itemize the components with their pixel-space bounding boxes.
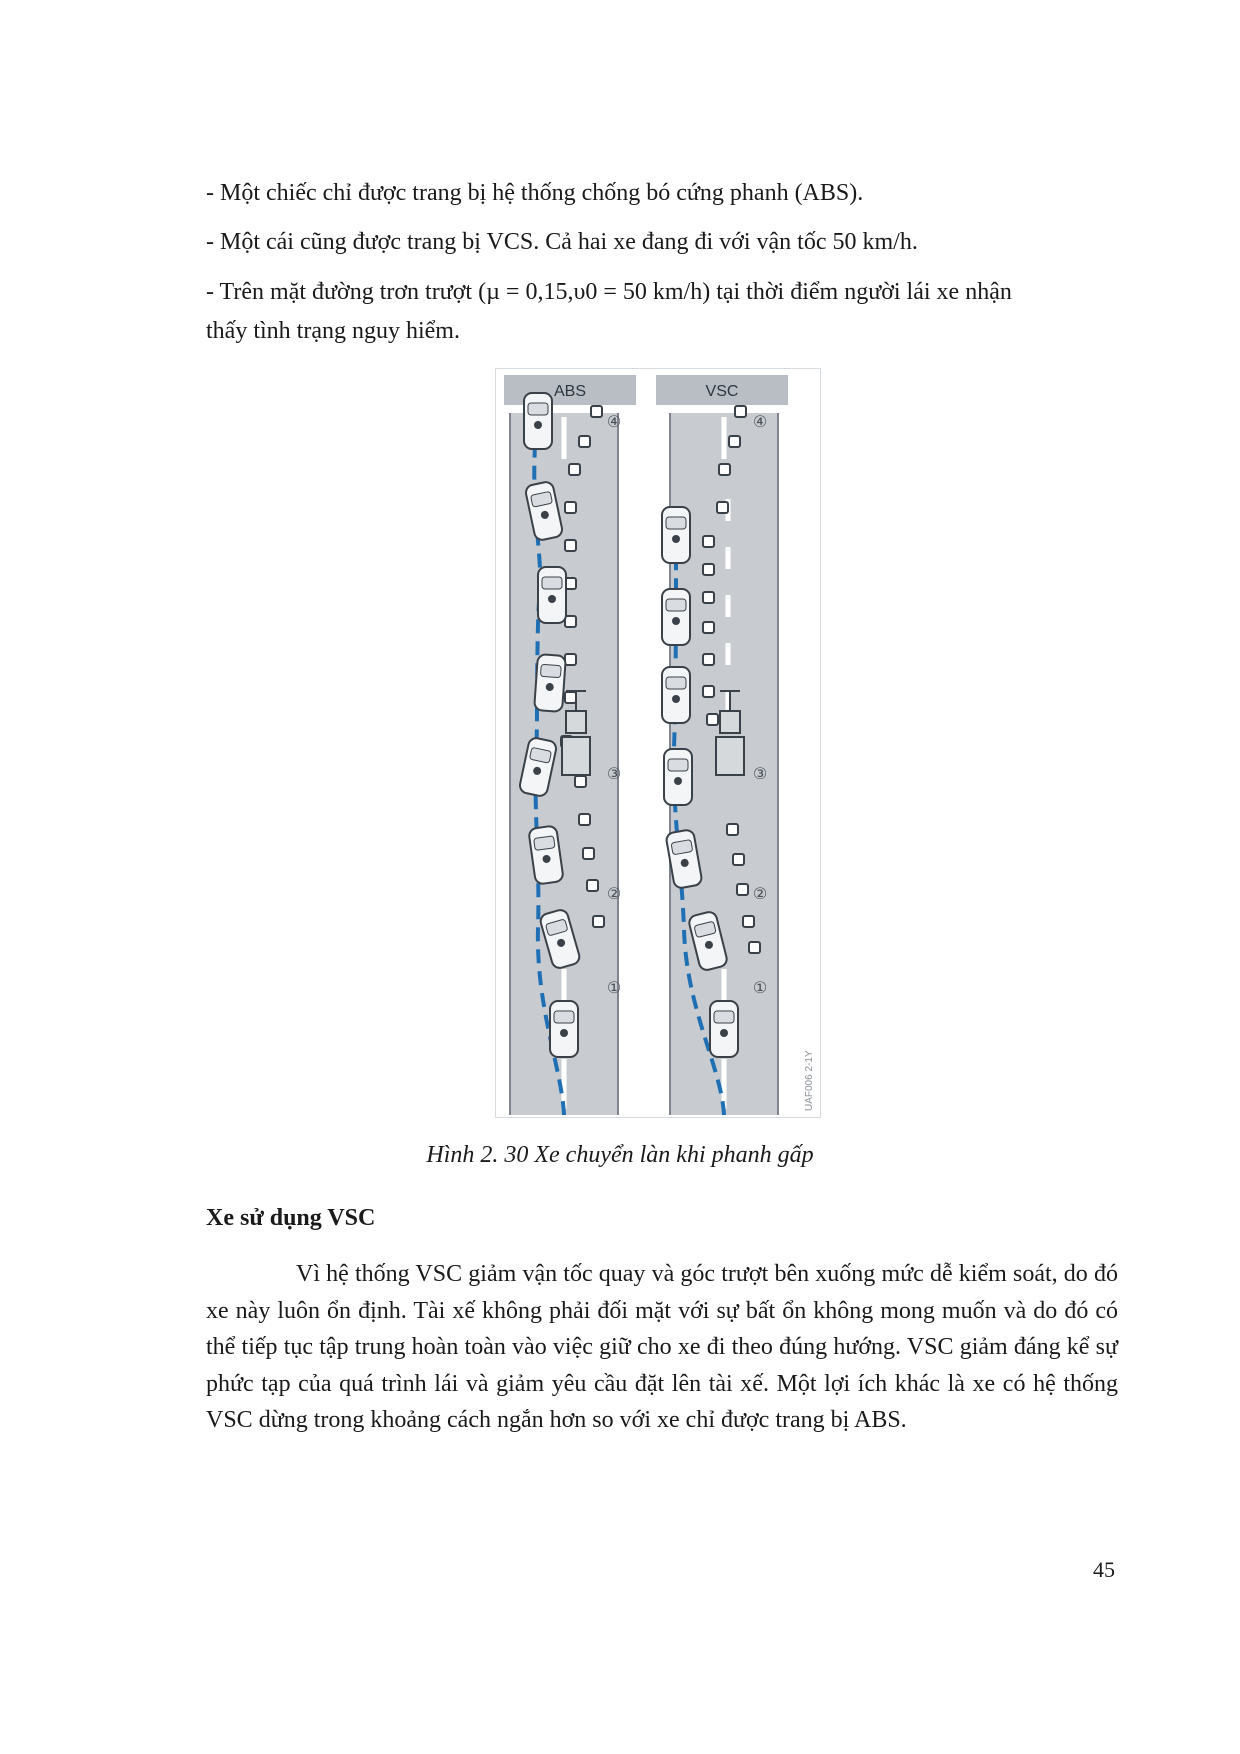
traffic-cone: [737, 884, 748, 895]
abs-car: [524, 393, 552, 449]
bullet-road-condition-cont: thấy tình trạng nguy hiểm.: [206, 318, 460, 344]
car-windshield: [666, 677, 686, 689]
car-center: [672, 535, 680, 543]
traffic-cone: [703, 592, 714, 603]
traffic-cone: [733, 854, 744, 865]
car-windshield: [666, 517, 686, 529]
traffic-cone: [591, 406, 602, 417]
car-body: [534, 654, 566, 712]
position-marker: ②: [606, 884, 622, 903]
car-center: [672, 617, 680, 625]
traffic-cone: [743, 916, 754, 927]
obstacle-cab: [566, 711, 586, 733]
car-windshield: [540, 664, 561, 677]
abs-car: [534, 654, 566, 712]
figure-code: UAF006 2-1Y: [804, 1050, 815, 1111]
vsc-car: [710, 1001, 738, 1057]
traffic-cone: [565, 540, 576, 551]
traffic-cone: [703, 536, 714, 547]
figure-caption: Hình 2. 30 Xe chuyển làn khi phanh gấp: [426, 1142, 814, 1168]
traffic-cone: [593, 916, 604, 927]
vsc-car: [662, 507, 690, 563]
traffic-cone: [703, 686, 714, 697]
vsc-label: VSC: [705, 383, 739, 400]
abs-car: [550, 1001, 578, 1057]
position-marker: ②: [752, 884, 768, 903]
traffic-cone: [749, 942, 760, 953]
traffic-cone: [703, 564, 714, 575]
traffic-cone: [565, 654, 576, 665]
position-marker: ③: [752, 764, 768, 783]
vsc-car: [662, 589, 690, 645]
traffic-cone: [703, 622, 714, 633]
car-center: [548, 595, 556, 603]
car-windshield: [714, 1011, 734, 1023]
body-paragraph-text: Vì hệ thống VSC giảm vận tốc quay và góc trượt bên xuống mức dễ kiểm soát, do đó xe này luôn ổn định. Tài xế không phải đối mặt với sự bất ổn không mong muốn và do đó có thể tiếp tục tập trung hoàn toàn vào việc giữ cho xe đi theo đúng hướng. VSC giảm đáng kể sự phức tạp của quá trình lái và giảm yêu cầu đặt lên tài xế. Một lợi ích khác là xe có hệ thống VSC dừng trong khoảng cách ngắn hơn so với xe chỉ được trang bị ABS.: [206, 1261, 1118, 1433]
section-heading: Xe sử dụng VSC: [206, 1205, 376, 1231]
car-windshield: [534, 836, 555, 851]
traffic-cone: [703, 654, 714, 665]
obstacle-truck: [716, 737, 744, 775]
traffic-cone: [565, 616, 576, 627]
position-marker: ①: [606, 978, 622, 997]
traffic-cone: [587, 880, 598, 891]
traffic-cone: [579, 814, 590, 825]
traffic-cone: [729, 436, 740, 447]
car-windshield: [666, 599, 686, 611]
car-windshield: [542, 577, 562, 589]
vsc-car: [662, 667, 690, 723]
traffic-cone: [565, 502, 576, 513]
page-number: 45: [1093, 1557, 1115, 1582]
traffic-cone: [719, 464, 730, 475]
car-center: [720, 1029, 728, 1037]
traffic-cone: [569, 464, 580, 475]
car-windshield: [668, 759, 688, 771]
position-marker: ③: [606, 764, 622, 783]
car-center: [534, 421, 542, 429]
traffic-cone: [707, 714, 718, 725]
lane-change-figure: [495, 368, 821, 1118]
body-paragraph: [206, 1256, 1118, 1439]
traffic-cone: [717, 502, 728, 513]
position-marker: ④: [606, 412, 622, 431]
car-windshield: [528, 403, 548, 415]
traffic-cone: [575, 776, 586, 787]
traffic-cone: [579, 436, 590, 447]
car-center: [560, 1029, 568, 1037]
car-center: [672, 695, 680, 703]
traffic-cone: [583, 848, 594, 859]
bullet-abs: - Một chiếc chỉ được trang bị hệ thống chống bó cứng phanh (ABS).: [206, 180, 864, 206]
bullet-vcs: - Một cái cũng được trang bị VCS. Cả hai xe đang đi với vận tốc 50 km/h.: [206, 229, 918, 255]
position-marker: ④: [752, 412, 768, 431]
traffic-cone: [565, 692, 576, 703]
traffic-cone: [735, 406, 746, 417]
abs-car: [538, 567, 566, 623]
bullet-road-condition: - Trên mặt đường trơn trượt (µ = 0,15,υ0 = 50 km/h) tại thời điểm người lái xe nhận: [206, 279, 1012, 305]
vsc-car: [664, 749, 692, 805]
obstacle-truck: [562, 737, 590, 775]
car-center: [674, 777, 682, 785]
position-marker: ①: [752, 978, 768, 997]
traffic-cone: [727, 824, 738, 835]
obstacle-cab: [720, 711, 740, 733]
abs-label: ABS: [553, 383, 587, 400]
lane-change-diagram: [496, 369, 820, 1117]
car-windshield: [554, 1011, 574, 1023]
